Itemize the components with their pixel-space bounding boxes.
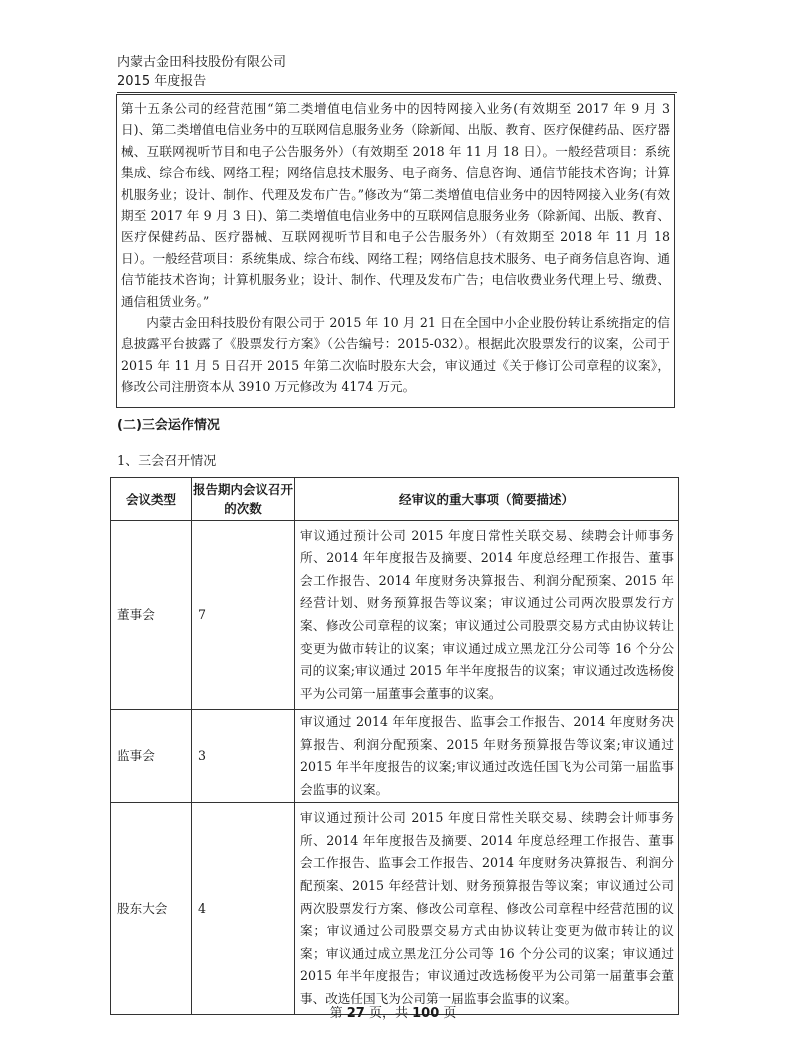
page-number: 27: [346, 1006, 365, 1021]
col-header-meeting-type: 会议类型: [111, 478, 192, 521]
table-header-row: [111, 478, 679, 521]
col-header-meeting-count: 报告期内会议召开的次数: [192, 478, 295, 521]
table-row: [111, 521, 679, 710]
matters-cell: 审议通过 2014 年年度报告、监事会工作报告、2014 年度财务决算报告、利润分配预案、2015 年财务预算报告等议案;审议通过 2015 年半年度报告的议案;审议通过改选任国飞为公司第一届监事会监事的议案。: [295, 710, 679, 803]
page-footer: [0, 1002, 786, 1021]
table-row: [111, 710, 679, 803]
header-company: 内蒙古金田科技股份有限公司: [117, 55, 287, 70]
meeting-count-cell: 4: [192, 803, 295, 1015]
matters-cell: 审议通过预计公司 2015 年度日常性关联交易、续聘会计师事务所、2014 年年度报告及摘要、2014 年度总经理工作报告、董事会工作报告、监事会工作报告、2014 年度财务决算报告、利润分配预案、2015 年经营计划、财务预算报告等议案；审议通过公司两次股票发行方案、修改公司章程、修改公司章程中经营范围的议案；审议通过公司股票交易方式由协议转让变更为做市转让的议案；审议通过成立黑龙江分公司等 16 个分公司的议案；审议通过 2015 年半年度报告；审议通过改选杨俊平为公司第一届董事会董事、改选任国飞为公司第一届监事会监事的议案。: [295, 803, 679, 1015]
total-pages: 100: [412, 1006, 440, 1021]
header-divider: [117, 92, 677, 93]
meeting-type-cell: 股东大会: [111, 803, 192, 1015]
matters-cell: 审议通过预计公司 2015 年度日常性关联交易、续聘会计师事务所、2014 年年度报告及摘要、2014 年度总经理工作报告、董事会工作报告、2014 年度财务决算报告、利润分配预案、2015 年经营计划、财务预算报告等议案；审议通过公司两次股票发行方案、修改公司章程的议案；审议通过公司股票交易方式由协议转让变更为做市转让的议案；审议通过成立黑龙江分公司等 16 个分公司的议案;审议通过 2015 年半年度报告的议案；审议通过改选杨俊平为公司第一届董事会董事的议案。: [295, 521, 679, 710]
share-issuance-paragraph: 内蒙古金田科技股份有限公司于 2015 年 10 月 21 日在全国中小企业股份转让系统指定的信息披露平台披露了《股票发行方案》（公告编号：2015-032）。根据此次股票发行的议案，公司于 2015 年 11 月 5 日召开 2015 年第二次临时股东大会，审议通过《关于修订公司章程的议案》，修改公司注册资本从 3910 万元修改为 4174 万元。: [121, 315, 670, 395]
articles-amendment-box: [116, 94, 675, 408]
subsection-title: 1、三会召开情况: [117, 454, 217, 469]
col-header-matters: 经审议的重大事项（简要描述）: [295, 478, 679, 521]
footer-prefix: 第: [329, 1006, 343, 1021]
footer-mid: 页，共: [368, 1006, 408, 1021]
meeting-count-cell: 7: [192, 521, 295, 710]
meeting-type-cell: 董事会: [111, 521, 192, 710]
meeting-type-cell: 监事会: [111, 710, 192, 803]
business-scope-paragraph: 第十五条公司的经营范围“第二类增值电信业务中的因特网接入业务(有效期至 2017 年 9 月 3 日)、第二类增值电信业务中的互联网信息服务业务（除新闻、出版、教育、医疗保健药品、医疗器械、互联网视听节目和电子公告服务外）（有效期至 2018 年 11 月 18 日）。一般经营项目：系统集成、综合布线、网络工程；网络信息技术服务、电子商务、信息咨询、通信节能技术咨询；计算机服务业；设计、制作、代理及发布广告。”修改为“第二类增值电信业务中的因特网接入业务(有效期至 2017 年 9 月 3 日)、第二类增值电信业务中的互联网信息服务业务（除新闻、出版、教育、医疗保健药品、医疗器械、互联网视听节目和电子公告服务外）（有效期至 2018 年 11 月 18 日）。一般经营项目：系统集成、综合布线、网络工程；网络信息技术服务、电子商务信息咨询、通信节能技术咨询；计算机服务业；设计、制作、代理及发布广告；电信收费业务代理上号、缴费、通信租赁业务。”: [121, 101, 670, 309]
section-title: (二)三会运作情况: [117, 418, 220, 433]
meeting-count-cell: 3: [192, 710, 295, 803]
footer-suffix: 页: [443, 1006, 457, 1021]
header-report-title: 2015 年度报告: [117, 74, 207, 89]
table-row: [111, 803, 679, 1015]
meetings-table: [110, 477, 679, 1015]
